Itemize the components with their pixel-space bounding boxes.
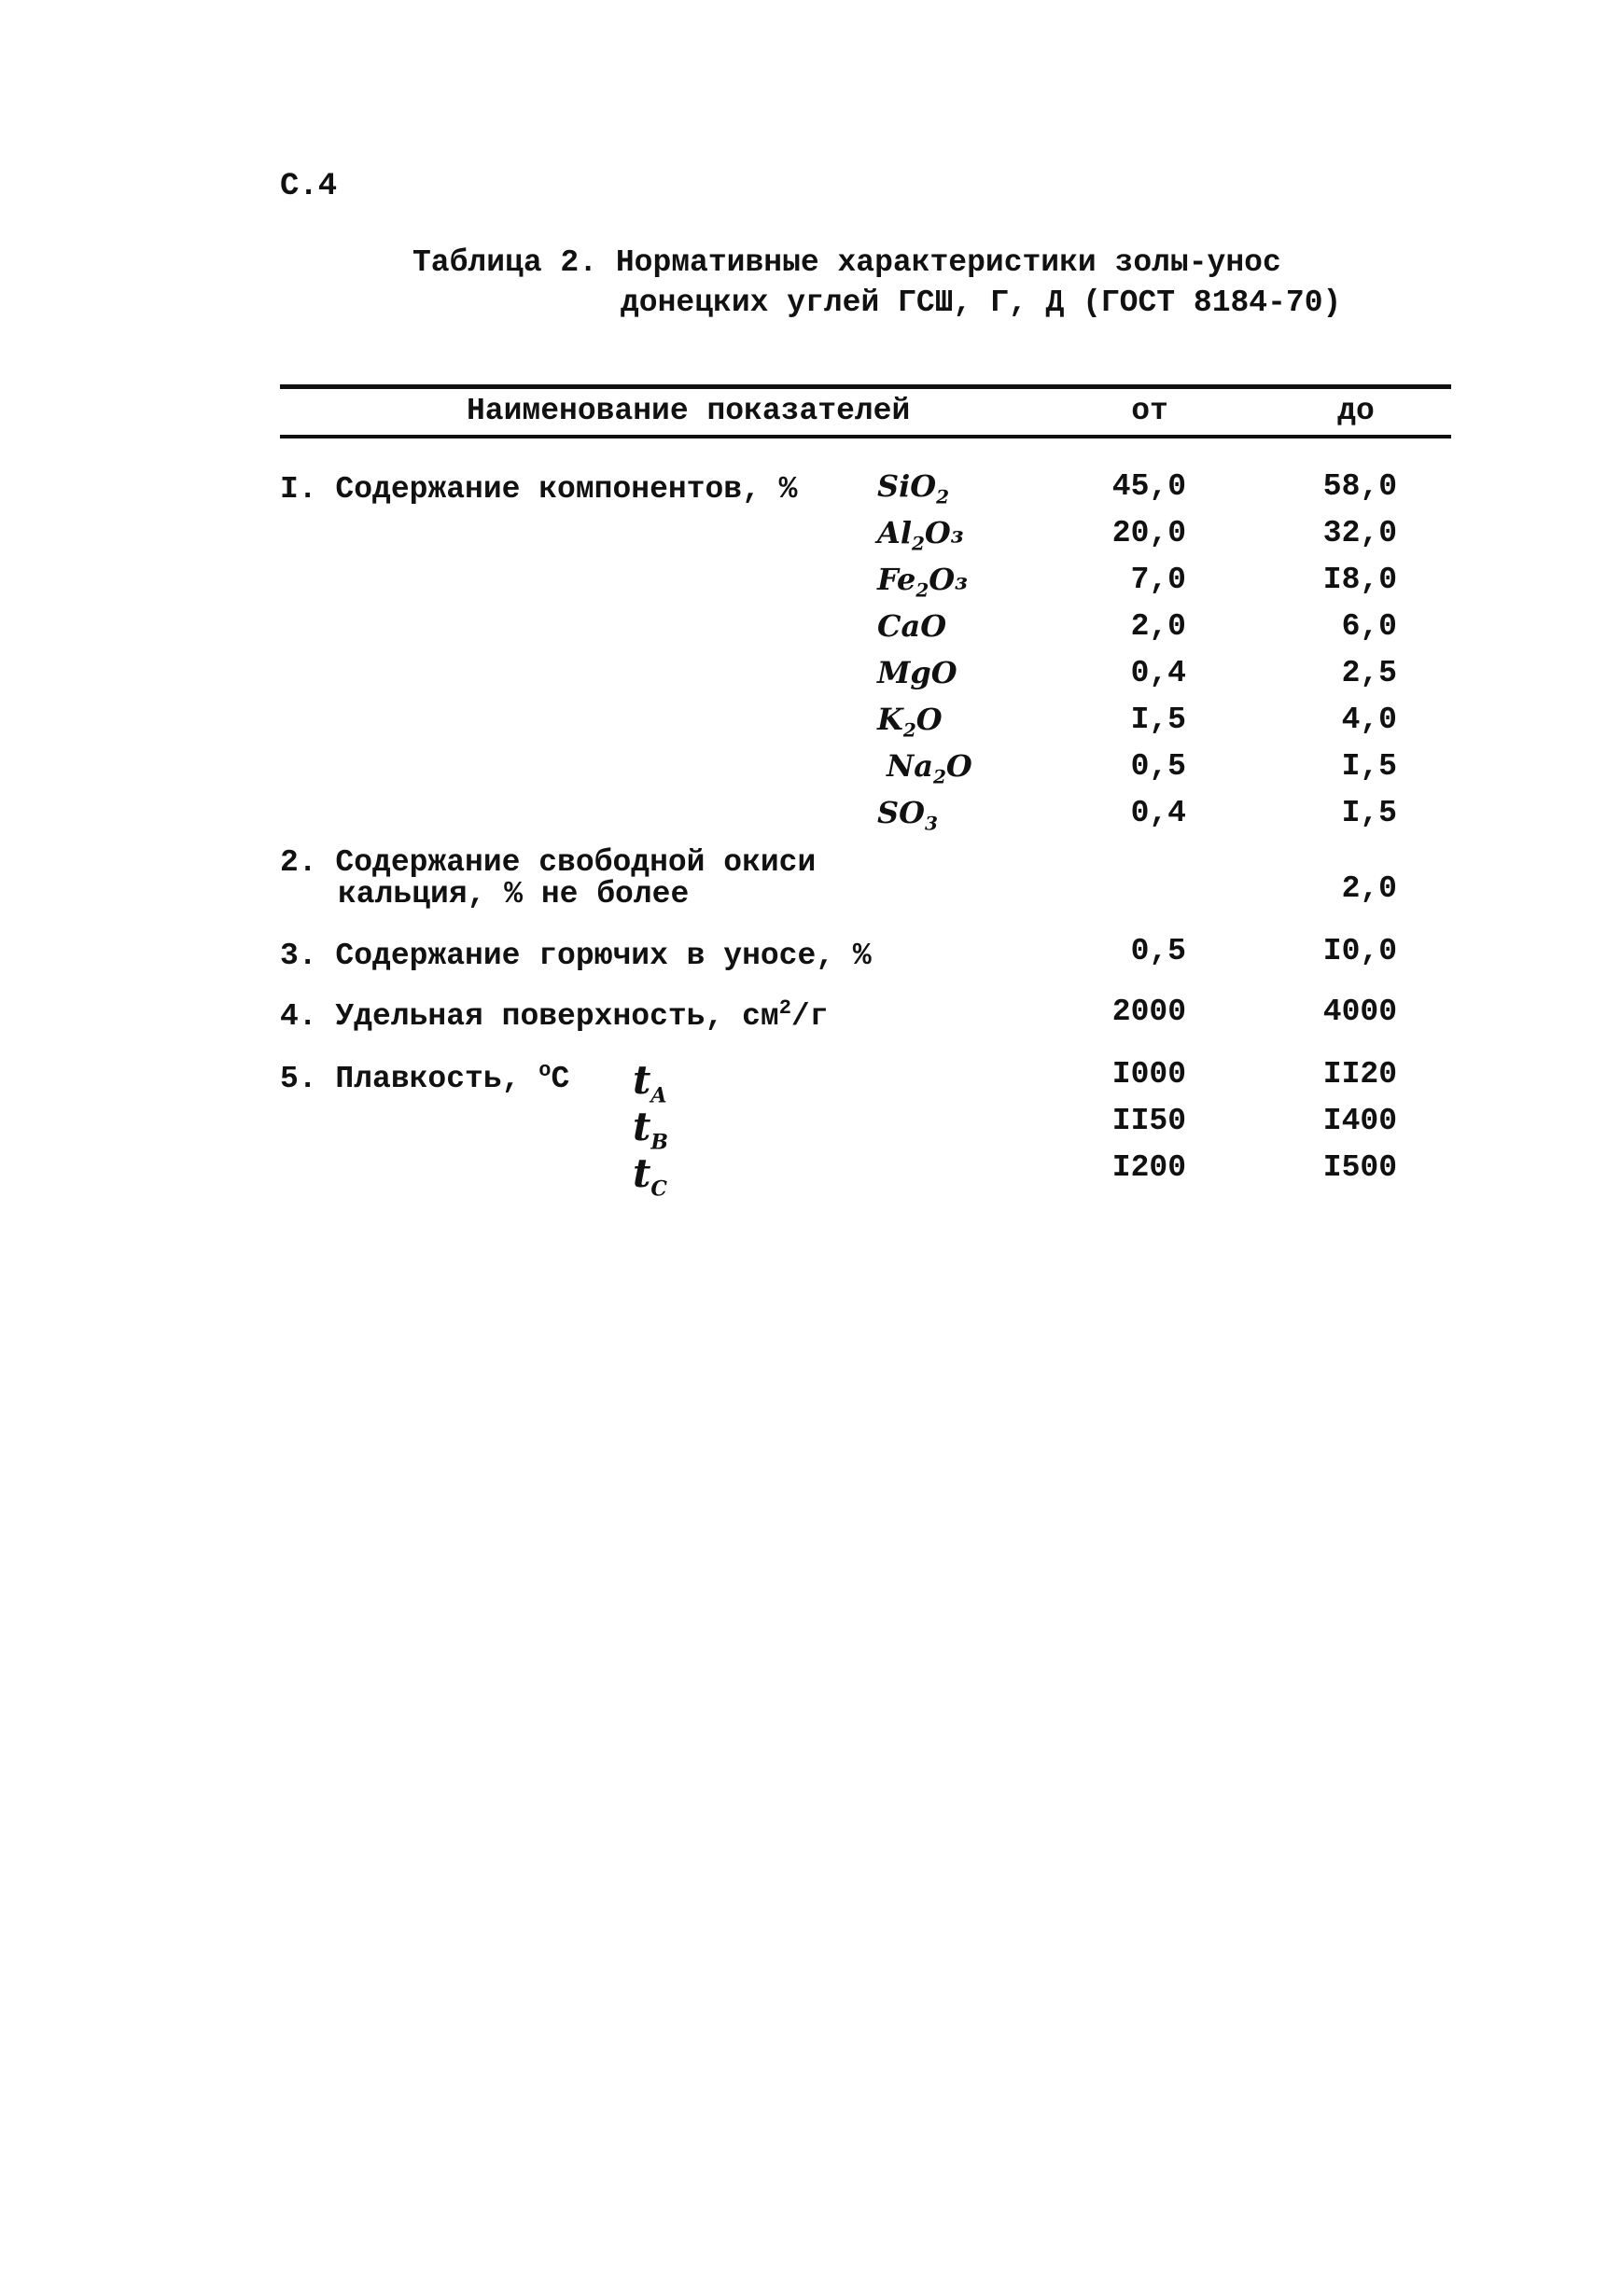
formula-tail: O₃ [924, 515, 964, 550]
item4-label [280, 998, 829, 1032]
t-letter: t [633, 1057, 651, 1103]
item1-label: I. Содержание компонентов, % [280, 472, 798, 507]
item3-from: 0,5 [1130, 934, 1186, 968]
temperature-symbol [633, 1057, 667, 1108]
formula-element: SO [877, 795, 925, 830]
component-to: 4,0 [1341, 703, 1397, 737]
temp-from: I000 [1111, 1057, 1186, 1092]
formula-sub: 2 [911, 532, 925, 555]
component-formula [877, 608, 947, 646]
item5-text: 5. Плавкость, [280, 1062, 539, 1096]
temperature-symbol [633, 1150, 667, 1202]
component-from: 45,0 [1111, 469, 1186, 504]
t-letter: t [633, 1150, 651, 1196]
table-title-line2: донецких углей ГСШ, Г, Д (ГОСТ 8184-70) [621, 285, 1342, 320]
item4-sup: 2 [778, 996, 791, 1020]
component-formula [877, 655, 957, 692]
component-from: 0,4 [1130, 796, 1186, 830]
component-from: 0,4 [1130, 656, 1186, 690]
formula-element: SiO [877, 468, 937, 504]
header-to: до [1337, 394, 1375, 428]
component-formula [877, 468, 950, 508]
component-to: 58,0 [1322, 469, 1397, 504]
formula-tail: O₃ [929, 562, 969, 597]
item4-from: 2000 [1111, 995, 1186, 1029]
component-formula [887, 748, 972, 788]
component-formula [877, 562, 969, 602]
item5-unit: С [551, 1062, 570, 1096]
formula-element: CaO [877, 608, 947, 644]
component-from: I,5 [1130, 703, 1186, 737]
temp-to: I500 [1322, 1150, 1397, 1185]
component-formula [877, 795, 938, 835]
formula-element: Na [887, 748, 933, 784]
component-to: 6,0 [1341, 609, 1397, 644]
temp-from: II50 [1111, 1104, 1186, 1138]
component-to: I,5 [1341, 749, 1397, 784]
page-number: С.4 [280, 169, 338, 204]
formula-element: K [877, 702, 903, 737]
component-from: 20,0 [1111, 516, 1186, 550]
item4-to: 4000 [1322, 995, 1397, 1029]
header-from: от [1131, 394, 1168, 428]
header-name: Наименование показателей [467, 394, 911, 428]
item5-label [280, 1061, 569, 1094]
formula-sub: 2 [936, 485, 950, 508]
component-from: 2,0 [1130, 609, 1186, 644]
temp-to: II20 [1322, 1057, 1397, 1092]
formula-sub: 2 [915, 578, 929, 602]
component-to: 32,0 [1322, 516, 1397, 550]
item2-line1: 2. Содержание свободной окиси [280, 845, 817, 880]
formula-element: Al [877, 515, 912, 550]
formula-sub: 2 [932, 765, 946, 788]
component-formula [877, 702, 943, 742]
formula-tail: O [945, 748, 972, 784]
formula-sub: 3 [924, 812, 938, 835]
item3-label: 3. Содержание горючих в уносе, % [280, 939, 872, 973]
t-sub: C [650, 1176, 667, 1202]
t-sub: A [650, 1083, 667, 1108]
component-to: I8,0 [1322, 563, 1397, 597]
formula-element: Fe [877, 562, 916, 597]
table-top-rule [280, 384, 1451, 389]
component-formula [877, 515, 964, 555]
component-to: 2,5 [1341, 656, 1397, 690]
temp-from: I200 [1111, 1150, 1186, 1185]
item2-line2: кальция, % не более [338, 877, 690, 911]
temp-to: I400 [1322, 1104, 1397, 1138]
item2-to: 2,0 [1341, 871, 1397, 906]
t-sub: B [650, 1130, 669, 1155]
component-from: 7,0 [1130, 563, 1186, 597]
component-from: 0,5 [1130, 749, 1186, 784]
formula-tail: O [915, 702, 943, 737]
table-title-line1: Таблица 2. Нормативные характеристики золы-унос [412, 245, 1281, 280]
item5-deg: о [538, 1059, 552, 1082]
temperature-symbol [633, 1104, 669, 1155]
item3-to: I0,0 [1322, 934, 1397, 968]
component-to: I,5 [1341, 796, 1397, 830]
formula-element: MgO [877, 655, 957, 690]
t-letter: t [633, 1104, 651, 1149]
formula-sub: 2 [902, 718, 916, 742]
table-header-rule [280, 435, 1451, 438]
item4-unit: /г [790, 999, 829, 1034]
item4-text: 4. Удельная поверхность, см [280, 999, 779, 1034]
